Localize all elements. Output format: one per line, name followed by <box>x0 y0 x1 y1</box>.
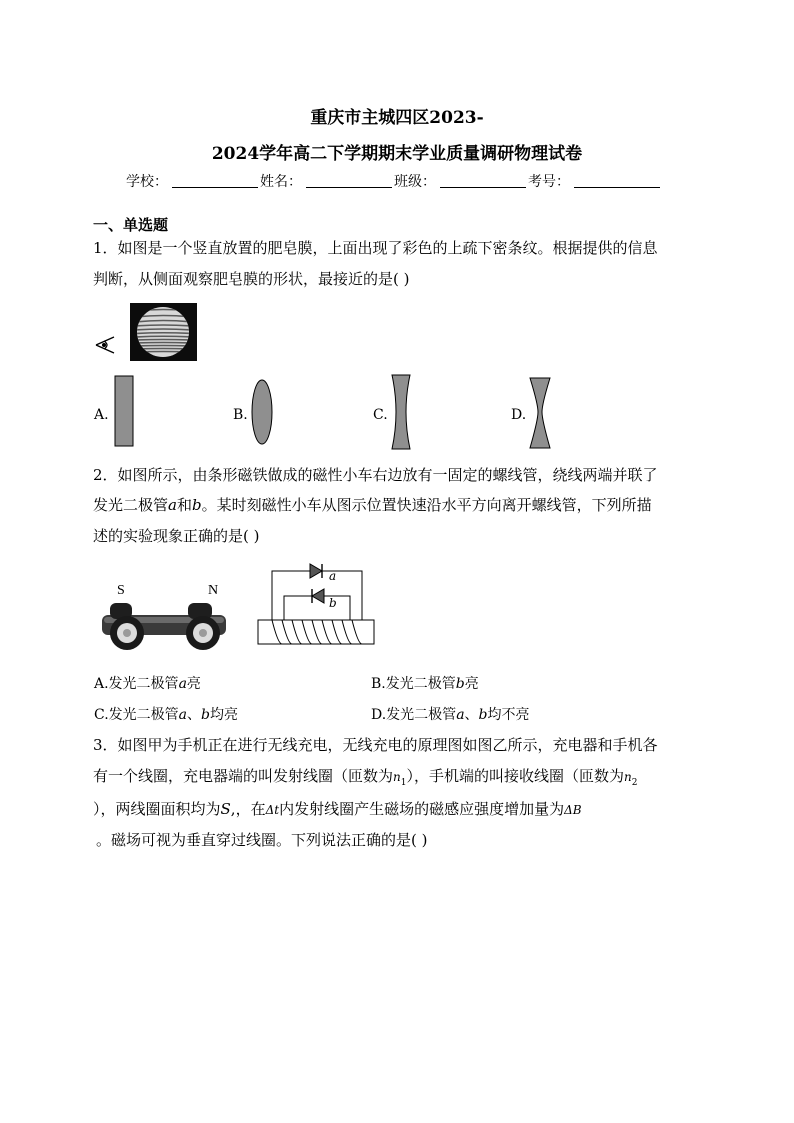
q3-text-line4: 。磁场可视为垂直穿过线圈。下列说法正确的是( ) <box>96 831 428 849</box>
q1-text-line1: 1．如图是一个竖直放置的肥皂膜，上面出现了彩色的上疏下密条纹。根据提供的信息 <box>93 239 658 257</box>
q2-text-line3: 述的实验现象正确的是( ) <box>93 527 260 545</box>
solenoid-circuit-diagram <box>256 560 378 650</box>
school-field[interactable] <box>172 171 258 188</box>
student-info-row <box>126 171 662 191</box>
q2-option-c[interactable]: C.发光二极管a、b均亮 <box>94 707 238 723</box>
q3-text-line2: 有一个线圈，充电器端的叫发射线圈（匝数为$n_1$），手机端的叫接收线圈（匝数为$n_2$ <box>93 767 638 788</box>
q1-option-a-shape <box>112 373 136 449</box>
name-label: 姓名： <box>260 174 302 190</box>
q1-text-line2: 判断，从侧面观察肥皂膜的形状，最接近的是( ) <box>93 270 410 288</box>
exam-number-label: 考号： <box>528 174 570 190</box>
q1-option-c-shape <box>390 373 412 451</box>
school-label: 学校： <box>126 174 168 190</box>
exam-number-field[interactable] <box>574 171 660 188</box>
soap-film-photo <box>130 303 197 361</box>
magnet-n-label: N <box>208 583 219 598</box>
q2-text-line2: 发光二极管a和b。某时刻磁性小车从图示位置快速沿水平方向离开螺线管，下列所描 <box>93 496 652 514</box>
diode-a-label: a <box>329 569 337 583</box>
name-field[interactable] <box>306 171 392 188</box>
q1-option-d-shape <box>528 376 552 450</box>
q2-option-d[interactable]: D.发光二极管a、b均不亮 <box>371 707 530 723</box>
magnetic-car-image <box>100 597 228 655</box>
q2-option-a[interactable]: A.发光二极管a亮 <box>94 676 201 692</box>
page-title-line1: 重庆市主城四区2023- <box>310 108 484 128</box>
q1-option-b-shape <box>249 378 275 446</box>
page-title-line2: 2024学年高二下学期期末学业质量调研物理试卷 <box>211 144 583 164</box>
magnet-s-label: S <box>117 583 125 598</box>
q2-text-line1: 2．如图所示，由条形磁铁做成的磁性小车右边放有一固定的螺线管，绕线两端并联了 <box>93 466 658 484</box>
section-title: 一、单选题 <box>93 216 169 234</box>
q2-option-b[interactable]: B.发光二极管b亮 <box>371 676 479 692</box>
eye-icon <box>94 333 118 357</box>
q1-option-b-label[interactable]: B. <box>233 407 248 423</box>
class-label: 班级： <box>394 174 436 190</box>
q1-option-c-label[interactable]: C. <box>373 407 388 423</box>
q3-text-line1: 3．如图甲为手机正在进行无线充电，无线充电的原理图如图乙所示，充电器和手机各 <box>93 736 658 754</box>
class-field[interactable] <box>440 171 526 188</box>
diode-b-label: b <box>329 596 337 610</box>
q1-option-a-label[interactable]: A. <box>94 407 109 423</box>
q3-text-line3: ），两线圈面积均为S,，在Δt内发射线圈产生磁场的磁感应强度增加量为ΔB <box>93 800 582 818</box>
q1-option-d-label[interactable]: D. <box>511 407 527 423</box>
